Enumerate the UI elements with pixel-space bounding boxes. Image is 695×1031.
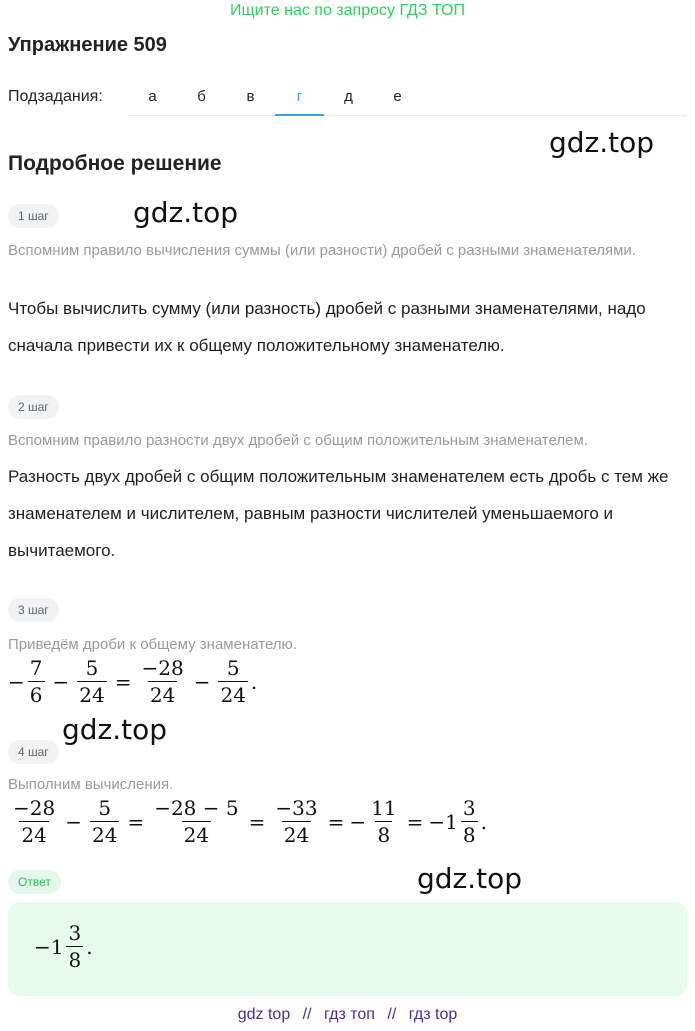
denominator: 24	[79, 683, 105, 707]
fraction	[28, 657, 45, 706]
step-3-equation	[8, 657, 257, 706]
fraction	[77, 657, 106, 706]
minus-sign: −	[8, 669, 25, 694]
numerator: 5	[226, 656, 240, 680]
tab-a[interactable]: а	[148, 88, 157, 105]
fraction	[139, 657, 185, 706]
period: .	[86, 934, 93, 959]
numerator: 5	[85, 656, 99, 680]
step-3-badge: 3 шаг	[8, 598, 59, 622]
tab-g[interactable]: г	[275, 80, 324, 115]
numerator: −28	[13, 796, 56, 820]
step-2-text: Разность двух дробей с общим положительным знаменателем есть дробь с тем же знаменателем и числителем, равным разности числителей уменьшаемого и вычитаемого.	[8, 467, 669, 560]
denominator: 24	[220, 683, 246, 707]
step-3-hint: Приведём дроби к общему знаменателю.	[8, 636, 297, 653]
fraction	[66, 922, 83, 971]
watermark: gdz.top	[133, 196, 239, 229]
answer-badge: Ответ	[8, 870, 61, 894]
fraction	[218, 657, 247, 706]
numerator: 3	[462, 796, 476, 820]
denominator: 24	[149, 683, 176, 707]
step-1-hint: Вспомним правило вычисления суммы (или разности) дробей с разными знаменателями.	[8, 242, 636, 259]
equals-sign: =	[327, 809, 345, 834]
tab-b[interactable]: б	[197, 88, 206, 105]
top-banner[interactable]: Ищите нас по запросу ГДЗ ТОП	[230, 2, 465, 19]
fraction	[90, 797, 119, 846]
footer-links	[0, 1006, 695, 1024]
denominator: 6	[29, 683, 43, 707]
period: .	[480, 809, 487, 834]
numerator: 3	[68, 921, 82, 945]
equals-sign: =	[127, 809, 145, 834]
subtask-tabs	[128, 80, 686, 116]
minus-sign: −	[193, 669, 211, 694]
fraction	[461, 797, 478, 846]
footer-separator: //	[302, 1006, 312, 1023]
fraction	[152, 797, 240, 846]
mixed-whole: −1	[428, 809, 458, 834]
denominator: 8	[68, 948, 82, 972]
step-2-hint: Вспомним правило разности двух дробей с общим положительным знаменателем.	[8, 432, 588, 449]
subtasks-label: Подзадания:	[8, 88, 103, 105]
denominator: 24	[283, 823, 310, 847]
numerator: −33	[275, 796, 318, 820]
fraction	[11, 797, 57, 846]
step-4-hint: Выполним вычисления.	[8, 776, 174, 793]
denominator: 24	[21, 823, 47, 847]
tab-e[interactable]: е	[393, 88, 402, 105]
minus-sign: −	[52, 669, 70, 694]
equals-sign: =	[114, 669, 132, 694]
tab-d[interactable]: д	[344, 88, 353, 105]
numerator: −28 − 5	[154, 796, 239, 820]
watermark: gdz.top	[417, 862, 523, 895]
answer-box	[8, 902, 687, 996]
step-4-equation	[8, 797, 487, 846]
footer-link[interactable]: gdz top	[237, 1006, 291, 1023]
step-2-badge: 2 шаг	[8, 395, 59, 419]
watermark: gdz.top	[549, 126, 655, 159]
watermark: gdz.top	[62, 713, 168, 746]
answer-value	[34, 922, 93, 971]
numerator: 11	[371, 796, 397, 820]
denominator: 24	[183, 823, 210, 847]
tab-v[interactable]: в	[246, 88, 255, 105]
step-1-text: Чтобы вычислить сумму (или разность) дробей с разными знаменателями, надо сначала привести их к общему положительному знаменателю.	[8, 299, 646, 355]
denominator: 8	[462, 823, 476, 847]
denominator: 8	[377, 823, 391, 847]
footer-link[interactable]: гдз top	[408, 1006, 458, 1023]
step-1-badge: 1 шаг	[8, 204, 59, 228]
numerator: −28	[141, 656, 184, 680]
numerator: 7	[29, 656, 43, 680]
minus-sign: −	[65, 809, 82, 834]
fraction	[273, 797, 319, 846]
equals-sign: =	[406, 809, 424, 834]
mixed-whole: −1	[34, 934, 64, 959]
minus-sign: −	[349, 809, 367, 834]
denominator: 24	[91, 823, 118, 847]
numerator: 5	[98, 796, 112, 820]
period: .	[250, 669, 258, 694]
step-4-badge: 4 шаг	[8, 740, 59, 764]
footer-link[interactable]: гдз топ	[324, 1006, 375, 1023]
solution-title: Подробное решение	[8, 152, 222, 175]
equals-sign: =	[248, 809, 266, 834]
fraction	[369, 797, 398, 846]
exercise-title: Упражнение 509	[8, 34, 167, 56]
footer-separator: //	[387, 1006, 397, 1023]
